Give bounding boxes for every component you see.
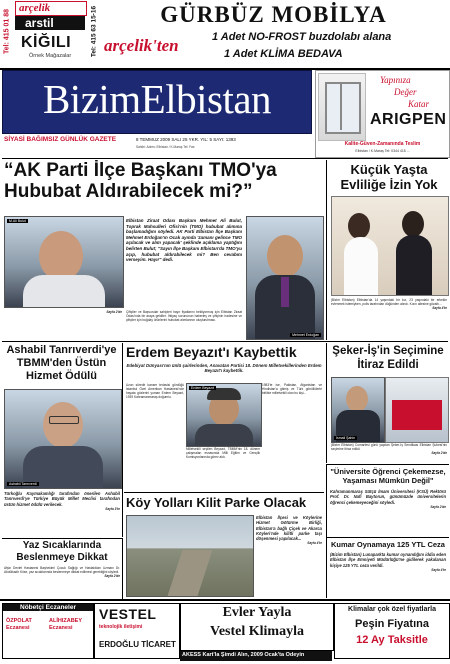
- bottom-ticker: [180, 651, 332, 661]
- kigili-text: KİĞILI: [21, 34, 72, 51]
- arigpen-sub: Kalite-Güven-Zamanında Teslim: [344, 141, 421, 147]
- ashabil-headline: Ashabil Tanrıverdi'ye TBMM'den Üstün Hizmet Ödülü: [6, 344, 117, 382]
- nobetci-box: [2, 603, 94, 659]
- gurbuz-title: GÜRBÜZ MOBİLYA: [160, 2, 387, 27]
- lead-intro-text: Elbistan Ziraat Odası Başkanı Mehmet Ali Bulut, Toprak Mahsulleri Ofisi'nin (TMO) hububat alımına başlamadığını söyledi. AK Parti Elbistan İlçe Başkanı Mehmet Erdoğan'ın Ocak ayında 'zamanı gelince TMO açılacak ve alım yapacak' şeklinde açıklama yaptığını belirten Bulut; "Sayın İlçe Başkanı Elbistan'da TMO'yu açıp, hububat aldırabilecek mi? Ben cevabını verseyim. Hayır" dedi.: [126, 218, 242, 263]
- erdem-subhead: [126, 363, 322, 381]
- ecz-1: ÖZPOLAT Eczanesi: [6, 618, 32, 631]
- kucuk-yasta-story: [326, 160, 449, 340]
- koy-photo: [126, 515, 254, 597]
- universite-devam: Sayfa 2'de: [430, 504, 446, 509]
- erdem-col-3: [262, 383, 322, 489]
- yaz-devam: Sayfa 2'de: [104, 574, 120, 578]
- arigpen-slogan-2: Değer: [394, 87, 417, 97]
- universite-text: Kahramanmaraş Sütçü İmam Üniversitesi (KSÜ) Rektörü Prof. Dr. Nafi Baytorun, günümüzde üniversitelerin öğrenci çekemeyeceğini söyledi.: [330, 489, 446, 505]
- masthead: [2, 70, 312, 156]
- seker-is-story: [326, 343, 449, 463]
- erdem-col2-text: Milletvekili seçilen Beyazıt, TBMM'nin 18. dönem çalışmaları esnasında Milli Eğitim ve Gençlik Komisyonlarında görev aldı.: [186, 447, 260, 459]
- vestel-klimayla: Vestel Klimayla: [210, 624, 304, 639]
- seker-photo: [331, 377, 385, 443]
- arcelikten-logo: arçelik'ten: [104, 36, 179, 55]
- lead-left-body: [4, 310, 122, 338]
- evler-yayla: Evler Yayla: [222, 605, 292, 620]
- lead-intro: [126, 218, 242, 308]
- erdem-col-2: [186, 447, 260, 489]
- ashabil-photo: [4, 389, 122, 489]
- koy-text: Elbistan İlçesi ve Köylerine Hizmet Götürme Birliği, Elbistan'a bağlı Çiçek ve Akarca Köyleri'nde kilitli parke taşı döşenmesi yapılacak...: [256, 515, 322, 542]
- offer-line-2: 1 Adet KLİMA BEDAVA: [224, 48, 343, 60]
- koy-yollari-story: [124, 492, 324, 597]
- seker-text: (Bizim Elbistan) Cumartesi günü yapılan Şeker-İş Sendikası Elbistan Şubesi'nin seçimine itiraz edildi.: [331, 443, 447, 451]
- arstil-text: arstil: [25, 16, 54, 30]
- lead-body-text: Çiftçiler ve Başvurular sahipleri hayır fiyatlarını bekliyormuş için Elbistan Ziraat Odası'nda bir araya geldiler. İhtiyaç sorununun haberleş ve çiftçinin iradesine ve çiftçiler için buğday ürünlerini hububat alımlarının oluşturulması.: [126, 310, 242, 322]
- arigpen-contact: Elbistan / K.Maraş Tel: 0344 415 ...: [355, 149, 410, 153]
- erdem-headline: Erdem Beyazıt'ı Kaybettik: [126, 344, 297, 360]
- top-ad-band: [0, 0, 450, 70]
- caption-right: Mehmet Erdoğan: [292, 333, 319, 337]
- vestel-ad: [94, 603, 180, 659]
- ashabil-body: [4, 491, 120, 535]
- seker-photo-2: [385, 377, 449, 443]
- ecz-2: ALİHIZABEY Eczanesi: [49, 618, 82, 631]
- arigpen-name: ARIGPEN: [370, 111, 447, 128]
- lead-body: [126, 310, 242, 338]
- seker-devam: Sayfa 2'de: [431, 451, 447, 455]
- seker-caption: İsmail Şahin: [336, 436, 356, 440]
- tel-right-text: Tel: 415 63 15-16: [90, 5, 98, 58]
- divider-under-lead: [2, 341, 448, 342]
- arigpen-photo: [318, 73, 366, 141]
- arcelik-logo-small: [15, 1, 87, 16]
- masthead-tagline: SİYASİ BAĞIMSIZ GÜNLÜK GAZETE: [4, 136, 117, 143]
- divider-under-masthead: [2, 158, 448, 159]
- kucuk-yasta-body: [331, 298, 447, 338]
- gurbuz-banner: [100, 2, 447, 66]
- lead-photo-right: [246, 216, 324, 340]
- koy-headline: Köy Yolları Kilit Parke Olacak: [126, 495, 307, 510]
- seker-headline: Şeker-İş'in Seçimine İtiraz Edildi: [332, 345, 444, 371]
- kigili-logo: [15, 32, 85, 64]
- ashabil-story: [2, 343, 123, 537]
- klima-price-ad: [334, 603, 450, 659]
- universite-body: [330, 489, 446, 535]
- brand-logos: [13, 0, 87, 66]
- erdem-photo: [186, 383, 262, 447]
- erdem-col-1: [126, 383, 184, 489]
- tel-left-strip: [1, 2, 12, 66]
- tel-left-text: Tel: 415 01 88: [3, 9, 11, 55]
- koy-devam: Sayfa 4'te: [307, 541, 322, 546]
- erdem-subhead-text: Edebiyat Dünyası'nın ünlü şairlerinden, Anavatan Partisi 18. Dönem Milletvekillerinden Erdem Beyazıt'ı kaybettik.: [126, 363, 322, 374]
- erdem-col3-text: 1983'te ise, Pakistan, Afganistan ve Hindistan'a gitmiş ve Türk gönüllülerle birlikte milletvekili olan bu kişi...: [262, 383, 322, 395]
- kumar-text: (Bizim Elbistan) Lunaparkta kumar oynandığını iddia eden Elbistan İlçe Emniyeti Müdürlüğü'ne gidilerek yakalanan kişiye 125 YTL ceza verildi.: [330, 552, 446, 568]
- yaz-text: Afşin Devlet Hastanesi Başhekimi Çocuk Sağlığı ve Hastalıkları Uzmanı Dr. Abdülkadir Köse, yaz sıcaklarında beslenmeye dikkat edilmesi gerektiğini söyledi.: [4, 566, 120, 574]
- yaz-headline: Yaz Sıcaklarında Beslenmeye Dikkat: [16, 540, 108, 563]
- universite-story: [326, 464, 449, 537]
- caption-left: M.Ali Bulut: [9, 219, 26, 223]
- yaz-story: [2, 538, 123, 599]
- koy-body: [256, 515, 322, 595]
- kumar-devam: Sayfa 4'te: [431, 567, 446, 572]
- ashabil-text: Türkoğlu Kaymakamlığı tarafından önerilen Ashabil Tanrıverdi'ye Türkiye Büyük Millet Meclisi tarafından üstün hizmet ödülü verilecek.: [4, 491, 120, 507]
- lead-headline: “AK Parti İlçe Başkanı TMO'ya Hububat Aldırabilecek mi?”: [4, 160, 277, 202]
- kumar-body: [330, 552, 446, 596]
- ashabil-devam: Sayfa 3'te: [105, 506, 120, 511]
- offer-line-1: 1 Adet NO-FROST buzdolabı alana: [212, 31, 392, 43]
- wedding-photo: [331, 196, 449, 296]
- vestel-sub: teknolojik iletişimi: [99, 624, 143, 630]
- masthead-title-box: [2, 70, 312, 134]
- masthead-contact: Sahibi: Adres: Elbistan / K.Maraş Tel: Fax:: [136, 145, 196, 149]
- erdem-story: [124, 343, 324, 491]
- vestel-klima-ad: [180, 603, 334, 651]
- kucuk-yasta-text: (Bizim Elbistan) Elbistan'da 14 yaşındaki bir kız, 23 yaşındaki bir erkekle evlenmek istemiyken, polis tarafından düğünden alındı. Kızın ailesine gözaltı...: [331, 298, 447, 306]
- arcelik-small-text: arçelik: [19, 2, 51, 14]
- masthead-title: BizimElbistan: [42, 76, 272, 122]
- seker-body: [331, 443, 447, 463]
- kucuk-yasta-devam: Sayfa 4'te: [432, 306, 447, 310]
- arigpen-slogan-3: Katar: [408, 99, 430, 109]
- bottom-ad-band: [0, 599, 450, 664]
- tel-right-strip: [88, 2, 99, 66]
- ticker-text: AKESS Kart'la Şimdi Alın, 2009 Ocak'ta Ödeyin: [182, 652, 305, 658]
- kumar-story: [326, 537, 449, 598]
- arigpen-ad: [315, 70, 450, 158]
- arstil-logo: [15, 16, 85, 30]
- kigili-sub: Örnek Mağazalar: [29, 53, 72, 59]
- erdem-col1-text: Uzun süredir kanser tedavisi gördüğü İstanbul Özel Amerikan Hastanesi'nde hayata gözlerini yuman Erdem Beyazıt, 1939 Kahramanmaraş doğumlu.: [126, 383, 184, 399]
- lead-story: [2, 160, 324, 340]
- kumar-headline: Kumar Oynamaya 125 YTL Ceza: [331, 540, 445, 549]
- arigpen-slogan-1: Yapınıza: [380, 75, 411, 85]
- kucuk-yasta-headline: Küçük Yaşta Evliliğe İzin Yok: [340, 162, 438, 192]
- klima-line-3: 12 Ay Taksitle: [356, 634, 428, 646]
- klima-line-1: Klimalar çok özel fiyatlarla: [348, 606, 436, 613]
- lead-photo-left: [4, 216, 124, 308]
- klima-line-2: Peşin Fiyatına: [355, 618, 429, 630]
- nobetci-title: Nöbetçi Eczaneler: [3, 604, 93, 611]
- masthead-issue: 8 TEMMUZ 2009 SALI 25 YKR. YIL: 5 SAYI: 1393: [136, 137, 236, 142]
- erdolu-logo: ERDOĞLU TİCARET: [99, 640, 176, 649]
- lead-devam: Sayfa 2'de: [106, 310, 122, 314]
- yaz-body: [4, 566, 120, 598]
- universite-headline: "Üniversite Öğrenci Çekemezse, Yaşaması Mümkün Değil": [330, 467, 446, 485]
- erdem-caption: Erdem Beyazıt: [191, 386, 214, 390]
- vestel-logo: VESTEL: [99, 606, 157, 622]
- ashabil-caption: Ashabil Tanrıverdi: [9, 482, 37, 486]
